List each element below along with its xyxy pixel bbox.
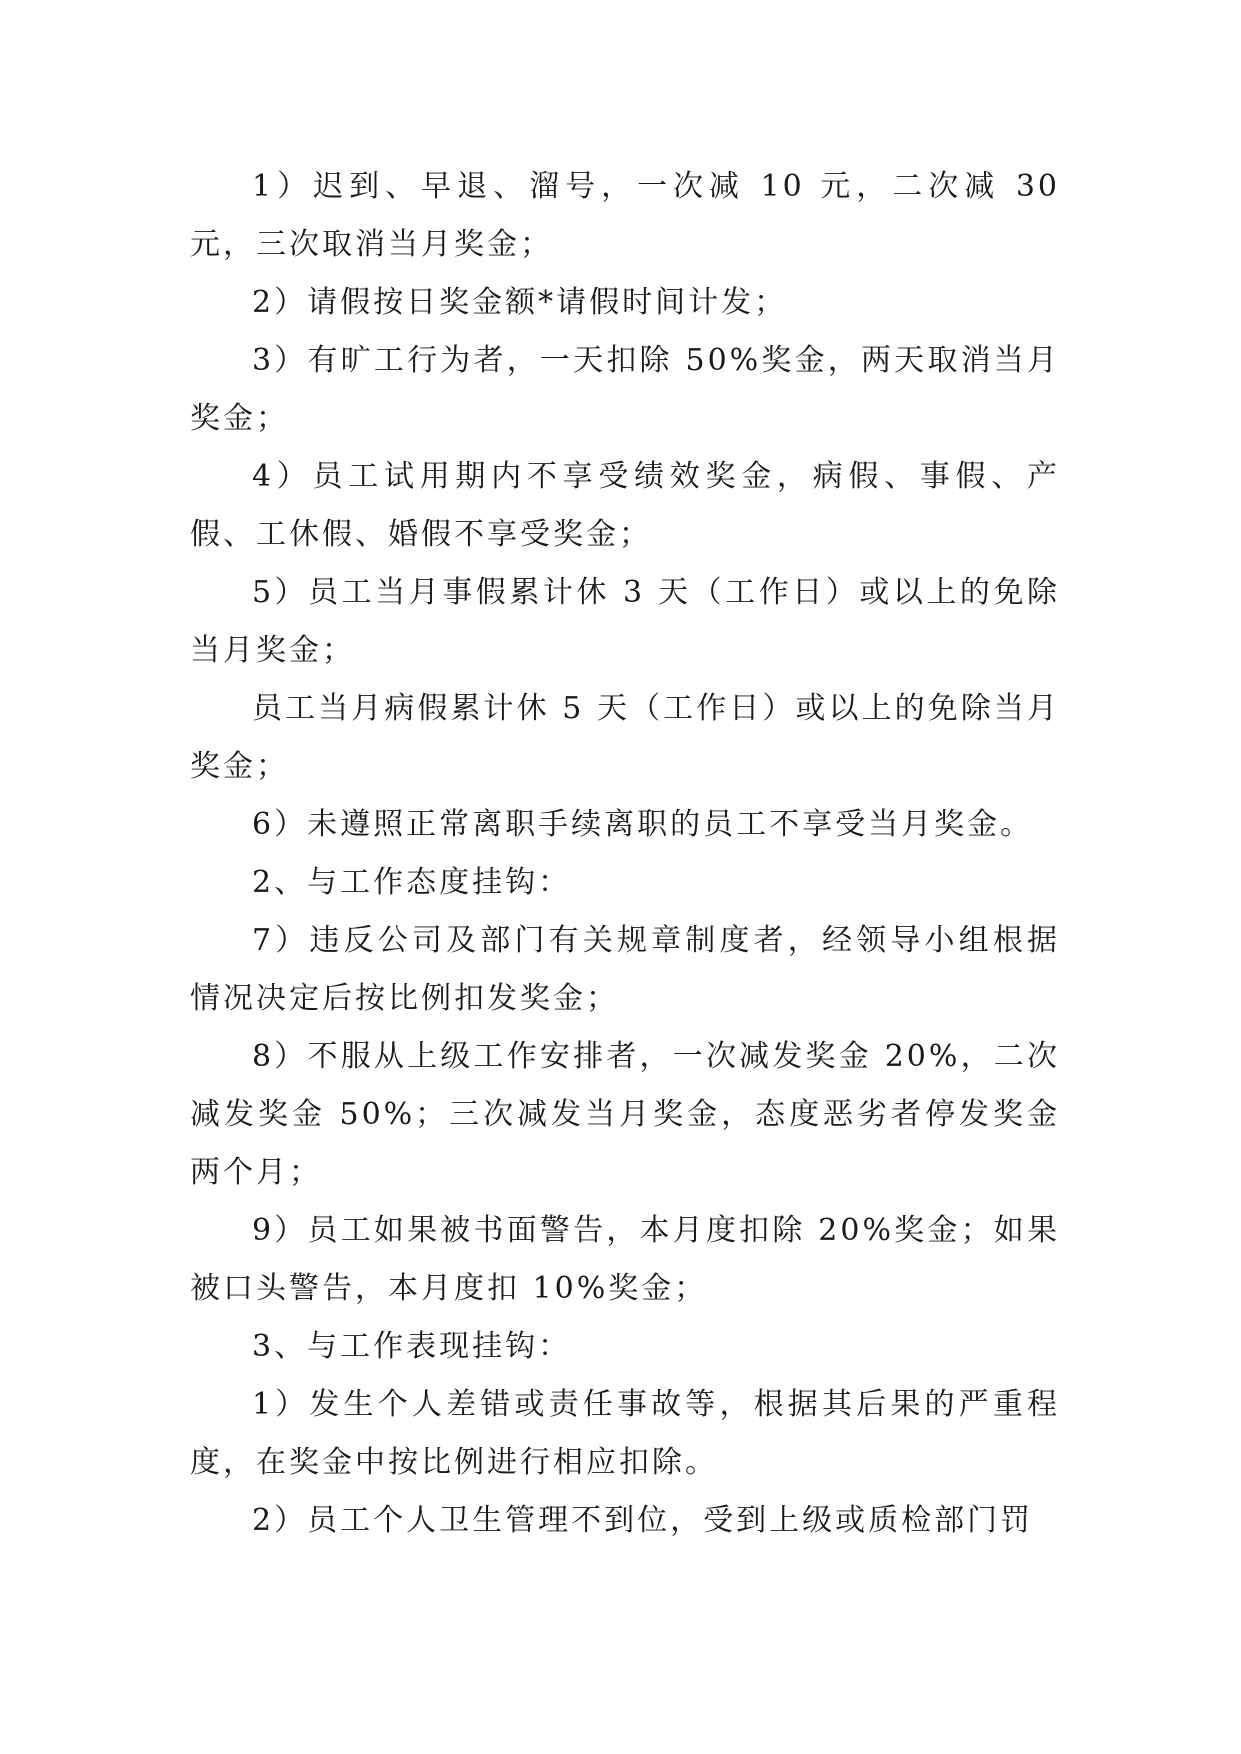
paragraph-item-2-hygiene: 2）员工个人卫生管理不到位，受到上级或质检部门罚	[252, 1503, 1034, 1538]
paragraph-item-4-probation: 4）员工试用期内不享受绩效奖金，病假、事假、产假、工休假、婚假不享受奖金；	[190, 459, 1060, 552]
paragraph-item-8-insubordination: 8）不服从上级工作安排者，一次减发奖金 20%，二次减发奖金 50%；三次减发当月奖金，态度恶劣者停发奖金两个月；	[190, 1039, 1060, 1190]
section-heading-attitude: 2、与工作态度挂钩：	[252, 865, 572, 900]
section-heading-performance: 3、与工作表现挂钩：	[252, 1329, 572, 1364]
paragraph-item-7-rules: 7）违反公司及部门有关规章制度者，经领导小组根据情况决定后按比例扣发奖金；	[190, 923, 1060, 1016]
paragraph-item-3-absence: 3）有旷工行为者，一天扣除 50%奖金，两天取消当月奖金；	[190, 343, 1060, 436]
paragraph-item-5-personal-leave: 5）员工当月事假累计休 3 天（工作日）或以上的免除当月奖金；	[190, 575, 1060, 668]
document-body	[190, 158, 1060, 1550]
paragraph-item-1-lateness: 1）迟到、早退、溜号，一次减 10 元，二次减 30 元，三次取消当月奖金；	[190, 169, 1060, 262]
paragraph-item-2-leave: 2）请假按日奖金额*请假时间计发；	[252, 285, 788, 320]
paragraph-sick-leave: 员工当月病假累计休 5 天（工作日）或以上的免除当月奖金；	[190, 691, 1060, 784]
paragraph-item-1-errors: 1）发生个人差错或责任事故等，根据其后果的严重程度，在奖金中按比例进行相应扣除。	[190, 1387, 1060, 1480]
paragraph-item-9-warnings: 9）员工如果被书面警告，本月度扣除 20%奖金；如果被口头警告，本月度扣 10%奖金；	[190, 1213, 1060, 1306]
paragraph-item-6-resignation: 6）未遵照正常离职手续离职的员工不享受当月奖金。	[252, 807, 1034, 842]
